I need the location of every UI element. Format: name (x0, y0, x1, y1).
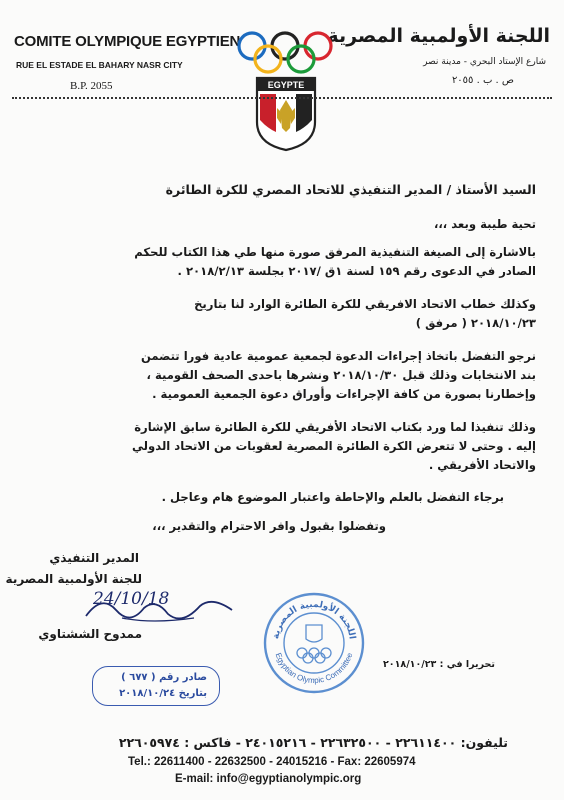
seal-text-ar: اللجنة الأولمبية المصرية (271, 599, 357, 640)
ring-yellow (255, 46, 281, 72)
paragraph-1-line-2: الصادر في الدعوى رقم ١٥٩ لسنة ١ق /٢٠١٧ بجلسة ٢٠١٨/٢/١٣ . (177, 264, 536, 278)
outgoing-stamp (92, 666, 220, 706)
letter-date: تحريرا في : ٢٠١٨/١٠/٢٣ (383, 659, 495, 670)
paragraph-3-line-3: وإخطارنا بصورة من كافة الإجراءات وأوراق دعوة الجمعية العمومية . (152, 387, 536, 401)
ring-black (272, 33, 298, 59)
egypt-emblem (255, 76, 317, 152)
address-en: RUE EL ESTADE EL BAHARY NASR CITY (16, 60, 183, 70)
address-ar: شارع الإستاد البحري - مدينة نصر (423, 57, 546, 67)
outgoing-number: صادر رقم ( ٦٧٧ ) (121, 672, 207, 683)
emblem-label: EGYPTE (267, 80, 305, 90)
paragraph-3-line-2: بند الانتخابات وذلك قبل ٢٠١٨/١٠/٣٠ ونشرها باحدى الصحف القومية ، (146, 368, 536, 382)
addressee: السيد الأستاذ / المدير التنفيذي للاتحاد المصري للكرة الطائرة (165, 182, 536, 197)
po-box-en: B.P. 2055 (70, 80, 113, 92)
greeting: تحية طيبة وبعد ،،، (433, 217, 536, 231)
signatory-title: المدير التنفيذي (49, 551, 139, 565)
ring-green (288, 46, 314, 72)
paragraph-4-line-1: وذلك تنفيذا لما ورد بكتاب الاتحاد الأفريقي للكرة الطائرة سابق الإشارة (134, 420, 536, 434)
paragraph-4-line-2: إليه . وحتى لا تتعرض الكرة الطائرة المصرية لعقوبات من الاتحاد الدولي (131, 439, 536, 453)
svg-text:اللجنة الأولمبية المصرية (271, 600, 357, 640)
paragraph-2-line-2: ٢٠١٨/١٠/٢٣ ( مرفق ) (415, 316, 536, 330)
closing-line: وتفضلوا بقبول وافر الاحترام والتقدير ،،، (152, 519, 386, 533)
ring-blue (239, 33, 265, 59)
svg-text:Egyptian Olympic Committee (274, 651, 355, 685)
header-divider (12, 97, 552, 99)
committee-seal-icon (262, 591, 366, 695)
paragraph-4-line-3: والاتحاد الأفريقي . (428, 458, 536, 472)
po-box-ar: ص . ب . ٢٠٥٥ (451, 75, 514, 86)
committee-name-en: COMITE OLYMPIQUE EGYPTIEN (14, 33, 241, 50)
paragraph-2-line-1: وكذلك خطاب الاتحاد الافريقي للكرة الطائرة الوارد لنا بتاريخ (194, 297, 536, 311)
ring-red (305, 33, 331, 59)
footer-phone-ar: تليفون: ٢٢٦١١٤٠٠ - ٢٢٦٣٢٥٠٠ - ٢٤٠١٥٢١٦ - فاكس : ٢٢٦٠٥٩٧٤ (118, 735, 508, 750)
footer-email: E-mail: info@egyptianolympic.org (175, 773, 362, 785)
footer-phone-en: Tel.: 22611400 - 22632500 - 24015216 - Fax: 22605974 (128, 756, 416, 768)
outgoing-date: بتاريخ ٢٠١٨/١٠/٢٤ (119, 688, 207, 699)
olympic-rings-icon (236, 28, 336, 78)
committee-name-ar: اللجنة الأولمبية المصرية (327, 25, 550, 47)
signatory-name: ممدوح الششتاوي (38, 627, 142, 641)
handwritten-date: 24/10/18 (93, 589, 170, 609)
paragraph-3-line-1: نرجو التفضل باتخاذ إجراءات الدعوة لجمعية عمومية عادية فورا تتضمن (140, 349, 536, 363)
seal-text-en: Egyptian Olympic Committee (273, 651, 355, 686)
signatory-organization: للجنة الأولمبية المصرية (5, 572, 142, 586)
request-line: برجاء التفضل بالعلم والإحاطة واعتبار الموضوع هام وعاجل . (161, 490, 504, 504)
paragraph-1-line-1: بالاشارة إلى الصيغة التنفيذية المرفق صورة منها طي هذا الكتاب للحكم (134, 245, 536, 259)
